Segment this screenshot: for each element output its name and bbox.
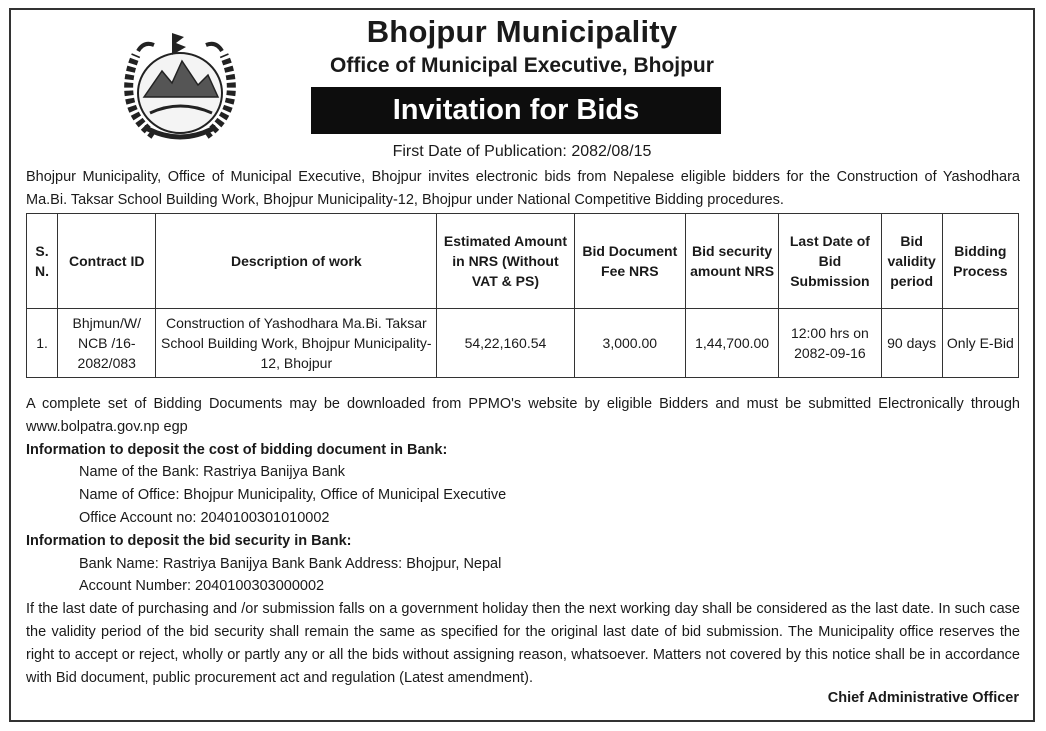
security-account-number: Account Number: 2040100303000002 <box>79 578 325 595</box>
signature: Chief Administrative Officer <box>827 690 1019 706</box>
header-estimate: Estimated Amount in NRS (Without VAT & PS) <box>437 214 574 309</box>
header-process: Bidding Process <box>942 214 1018 309</box>
cell-process: Only E-Bid <box>942 309 1018 378</box>
doc-bank-name: Name of the Bank: Rastriya Banijya Bank <box>79 464 345 481</box>
notice-title: Invitation for Bids <box>392 94 640 126</box>
header-description: Description of work <box>156 214 437 309</box>
intro-paragraph: Bhojpur Municipality, Office of Municipal Executive, Bhojpur invites electronic bids from Nepalese eligible bidders for the Construction of Yashodhara Ma.Bi. Taksar School Building Work, Bhojpur Municipality-12, Bhojpur under National Competitive Bidding procedures. <box>26 169 1020 208</box>
header-security: Bid security amount NRS <box>685 214 778 309</box>
security-heading: Information to deposit the bid security in Bank: <box>26 532 352 549</box>
table-header-row <box>27 214 1019 309</box>
cell-contract-id: Bhjmun/W/ NCB /16-2082/083 <box>58 309 156 378</box>
cell-last-date: 12:00 hrs on 2082-09-16 <box>779 309 881 378</box>
nepal-emblem-icon <box>114 27 246 147</box>
header-last-date: Last Date of Bid Submission <box>779 214 881 309</box>
header-validity: Bid validity period <box>881 214 942 309</box>
org-name: Bhojpur Municipality <box>366 14 678 49</box>
header-doc-fee: Bid Document Fee NRS <box>574 214 685 309</box>
cell-estimate: 54,22,160.54 <box>437 309 574 378</box>
notice-title-banner <box>311 87 721 134</box>
header-contract-id: Contract ID <box>58 214 156 309</box>
download-note: A complete set of Bidding Documents may be downloaded from PPMO's website by eligible Bidders and must be submitted Electronically through www.bolpatra.gov.np egp <box>26 396 1020 435</box>
bid-table <box>26 213 1019 378</box>
doc-cost-heading: Information to deposit the cost of bidding document in Bank: <box>26 441 448 458</box>
publication-date: First Date of Publication: 2082/08/15 <box>392 143 652 160</box>
office-name: Office of Municipal Executive, Bhojpur <box>330 54 714 77</box>
doc-account-number: Office Account no: 2040100301010002 <box>79 509 330 526</box>
cell-doc-fee: 3,000.00 <box>574 309 685 378</box>
security-bank: Bank Name: Rastriya Banijya Bank Bank Address: Bhojpur, Nepal <box>79 555 502 572</box>
cell-description: Construction of Yashodhara Ma.Bi. Taksar School Building Work, Bhojpur Municipality- 12, Bhojpur <box>156 309 437 378</box>
cell-security: 1,44,700.00 <box>685 309 778 378</box>
cell-validity: 90 days <box>881 309 942 378</box>
cell-sn: 1. <box>27 309 58 378</box>
notice-body <box>26 393 1020 689</box>
closing-note: If the last date of purchasing and /or submission falls on a government holiday then the next working day shall be considered as the last date. In such case the validity period of the bid security shall remain the same as specified for the original last date of bid submission. The Municipality office reserves the right to accept or reject, wholly or partly any or all the bids without assigning reason, whatsoever. Matters not covered by this notice shall be in accordance with Bid document, public procurement act and regulation (Latest amendment). <box>26 601 1020 686</box>
table-row <box>27 309 1019 378</box>
doc-office-name: Name of Office: Bhojpur Municipality, Office of Municipal Executive <box>79 487 507 504</box>
header-sn: S. N. <box>27 214 58 309</box>
